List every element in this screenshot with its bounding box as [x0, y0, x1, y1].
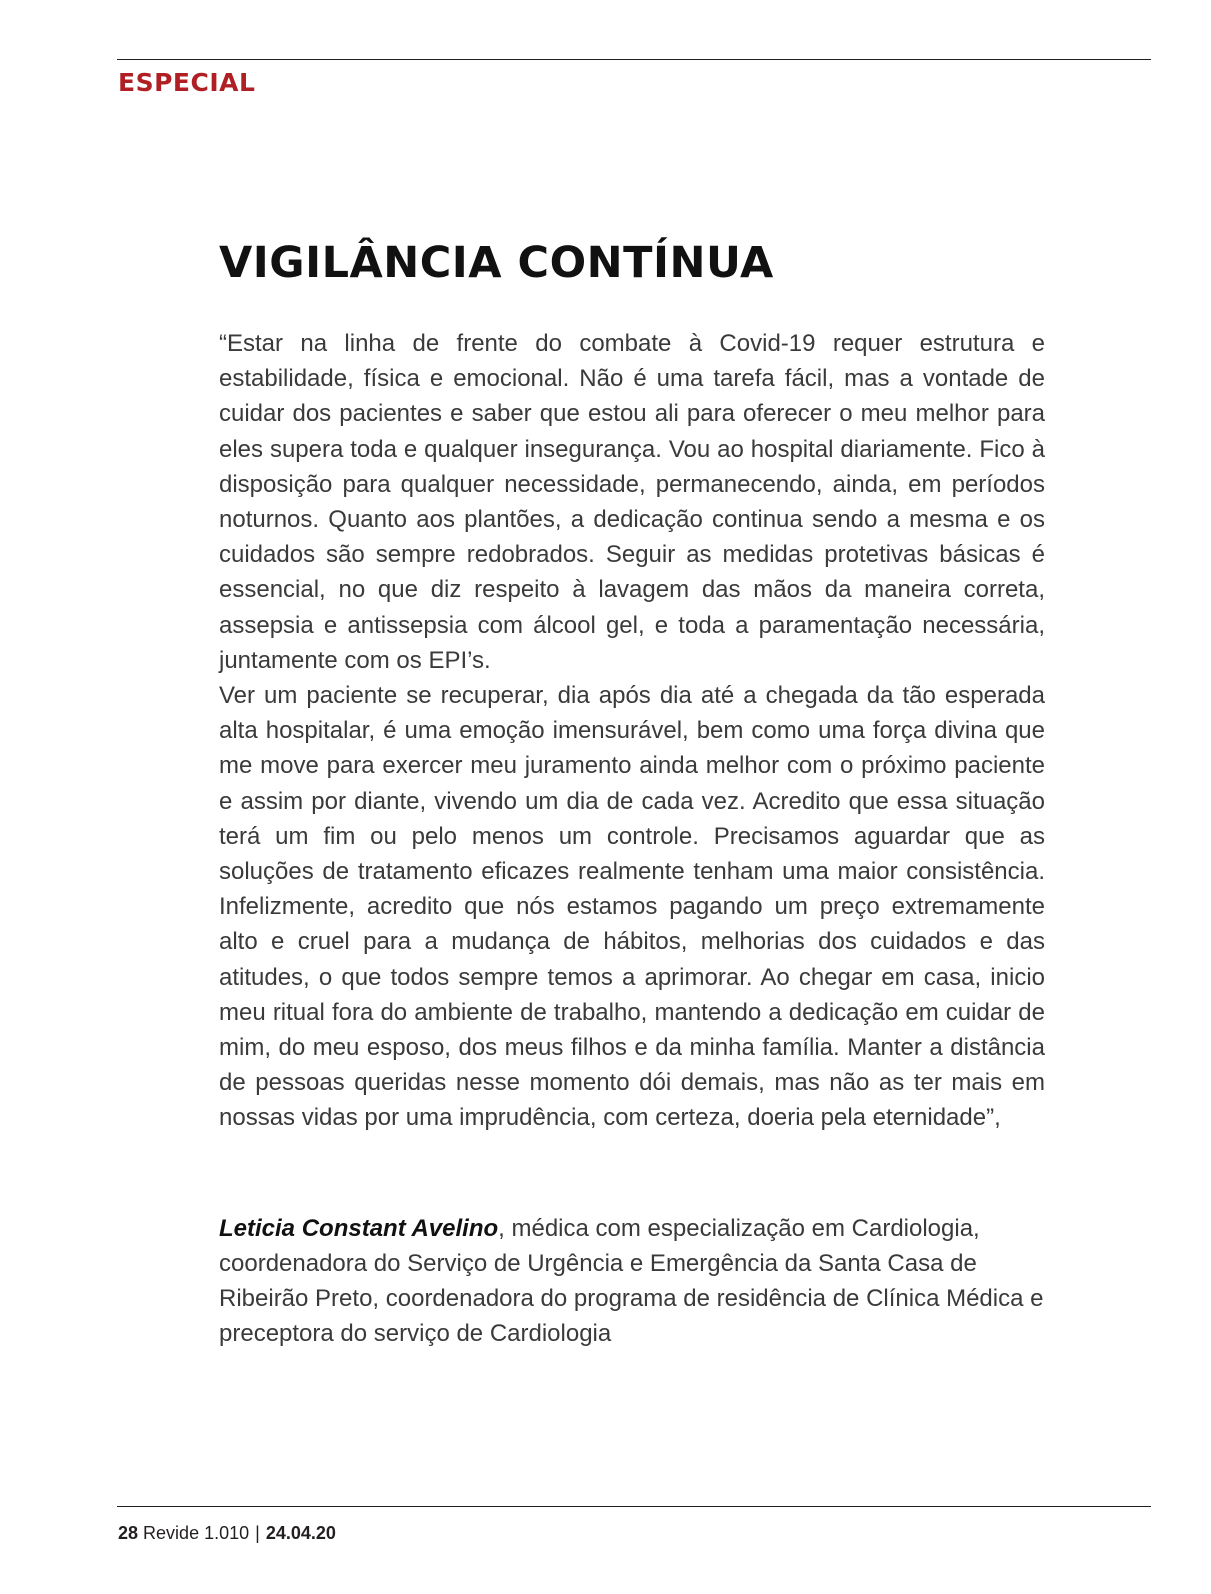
page-number: 28 — [118, 1523, 139, 1543]
paragraph: Ver um paciente se recuperar, dia após dia até a chegada da tão esperada alta hospitalar, é uma emoção imensurável, bem como uma força divina que me move para exercer meu juramento ainda melhor com o próximo paciente e assim por diante, vivendo um dia de cada vez. Acredito que essa situação terá um fim ou pelo menos um controle. Precisamos aguardar que as soluções de tratamento eficazes realmente tenham uma maior consistência. Infelizmente, acredito que nós estamos pagando um preço extremamente alto e cruel para a mudança de hábitos, melhorias dos cuidados e das atitudes, o que todos sempre temos a aprimorar. Ao chegar em casa, inicio meu ritual fora do ambiente de trabalho, mantendo a dedicação em cuidar de mim, do meu esposo, dos meus filhos e da minha família. Manter a distância de pessoas queridas nesse momento dói demais, mas não as ter mais em nossas vidas por uma imprudência, com certeza, doeria pela eternidade”, — [219, 682, 1045, 1132]
paragraph: “Estar na linha de frente do combate à Covid-19 requer estrutura e estabilidade, física e emocional. Não é uma tarefa fácil, mas a vontade de cuidar dos pacientes e saber que estou ali para oferecer o meu melhor para eles supera toda e qualquer insegurança. Vou ao hospital diariamente. Fico à disposição para qualquer necessidade, permanecendo, ainda, em períodos noturnos. Quanto aos plantões, a dedicação continua sendo a mesma e os cuidados são sempre redobrados. Seguir as medidas protetivas básicas é essencial, no que diz respeito à lavagem das mãos da maneira correta, assepsia e antissepsia com álcool gel, e toda a paramentação necessária, juntamente com os EPI’s. — [219, 330, 1045, 674]
article-body — [219, 326, 1045, 1136]
article-title: VIGILÂNCIA CONTÍNUA — [219, 238, 774, 288]
author-signature — [219, 1211, 1045, 1351]
author-description: , médica com especialização em Cardiologia, coordenadora do Serviço de Urgência e Emergência da Santa Casa de Ribeirão Preto, coordenadora do programa de residência de Clínica Médica e preceptora do serviço de Cardiologia — [219, 1215, 1044, 1347]
top-rule — [117, 59, 1151, 60]
magazine-issue: Revide 1.010 — [143, 1523, 250, 1543]
author-name: Leticia Constant Avelino — [219, 1215, 499, 1242]
bottom-rule — [117, 1506, 1151, 1507]
page-footer — [118, 1523, 336, 1544]
footer-separator: | — [255, 1523, 260, 1543]
issue-date: 24.04.20 — [265, 1523, 336, 1543]
section-label: ESPECIAL — [118, 68, 256, 97]
